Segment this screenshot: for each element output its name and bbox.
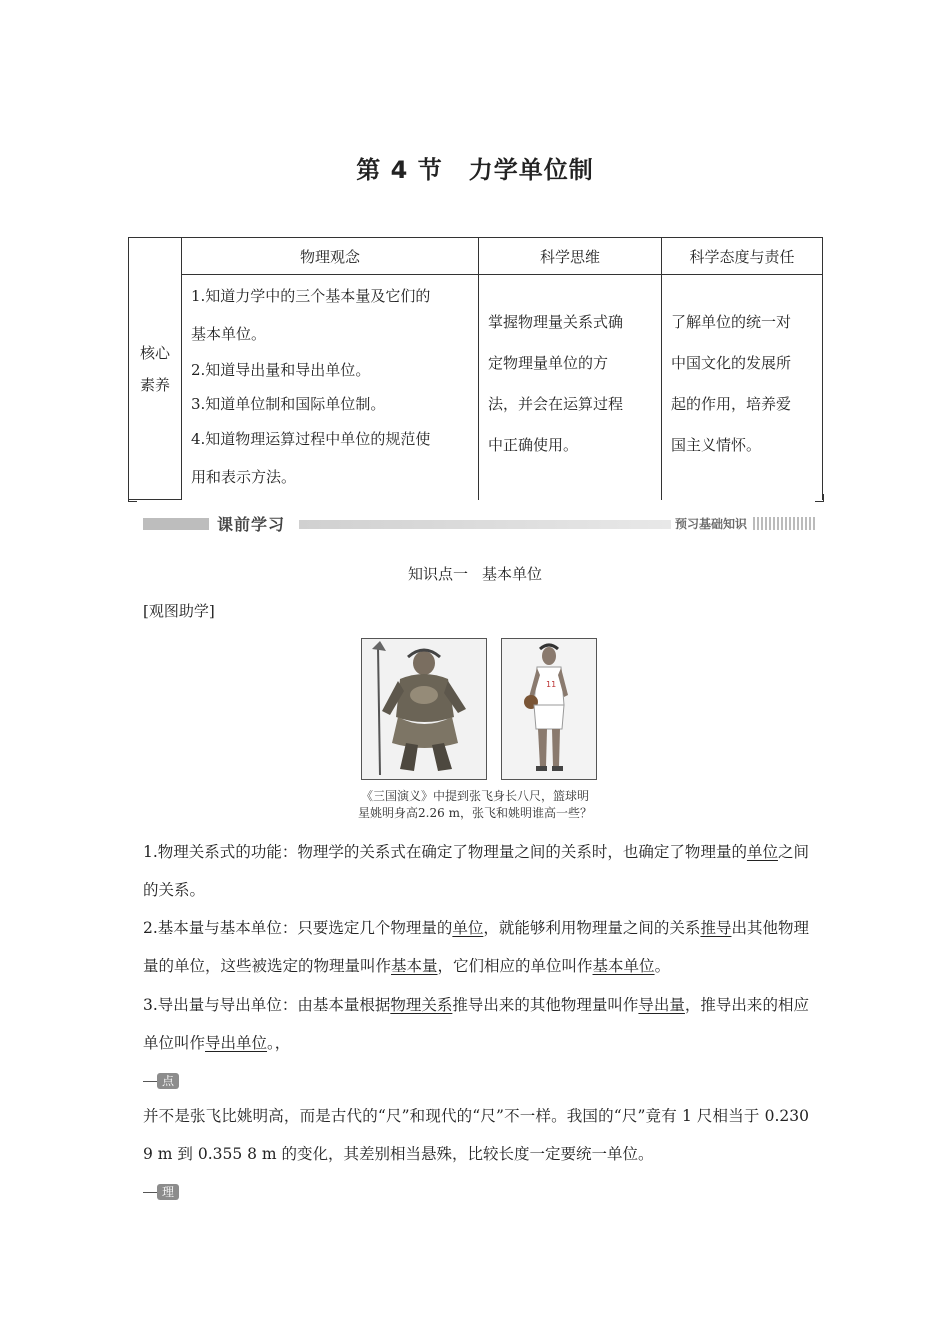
underlined-term: 基本单位 [592,957,655,975]
svg-text:11: 11 [546,680,557,689]
underlined-term: 单位 [746,843,778,861]
concept-item: 4.知道物理运算过程中单位的规范使 [191,430,431,448]
figure-caption: 《三国演义》中提到张飞身长八尺，篮球明 星姚明身高2.26 m，张飞和姚明谁高一些？ [358,789,592,820]
tip-label: 点拨 [157,1073,179,1089]
underlined-term: 导出单位 [205,1034,268,1052]
figure-guide-label: [观图助学] [143,602,215,620]
section-number: 第 4 节 [356,156,443,184]
yao-ming-photo-image [501,638,597,780]
understand-label: 理解 [157,1184,179,1200]
concept-item: 1.知道力学中的三个基本量及它们的 [191,287,431,305]
table-corner-right [815,494,824,502]
header-scientific-attitude: 科学态度与责任 [662,238,823,275]
zhang-fei-figure-image [361,638,487,780]
underlined-term: 基本量 [391,957,438,975]
concept-item: 3.知道单位制和国际单位制。 [191,395,386,413]
point-2-paragraph: 2.基本量与基本单位：只要选定几个物理量的单位，就能够利用物理量之间的关系推导出其他物理量的单位，这些被选定的物理量叫作基本量，它们相应的单位叫作基本单位。 [143,919,809,975]
concept-item: 用和表示方法。 [191,467,297,486]
scientific-attitude-cell: 了解单位的统一对 中国文化的发展所 起的作用，培养爱 国主义情怀。 [662,275,823,500]
knowledge-point-title: 知识点一 基本单位 [407,565,543,583]
underlined-term: 导出量 [638,996,685,1014]
underlined-term: 单位 [452,919,484,937]
table-corner-left [128,494,137,502]
concept-item: 基本单位。 [191,324,267,343]
physics-concept-cell [182,275,479,500]
banner-label: 课前学习 [217,515,286,534]
core-literacy-label: 核心 素养 [129,238,182,500]
point-3-paragraph: 3.导出量与导出单位：由基本量根据物理关系推导出来的其他物理量叫作导出量，推导出来的相应单位叫作导出单位。， [143,996,809,1052]
header-physics-concept: 物理观念 [182,238,479,275]
core-literacy-table [128,237,823,500]
scientific-thinking-cell: 掌握物理量关系式确 定物理量单位的方 法，并会在运算过程 中正确使用。 [479,275,662,500]
underlined-term: 推导 [700,919,732,937]
point-1-paragraph: 1.物理关系式的功能：物理学的关系式在确定了物理量之间的关系时，也确定了物理量的单位之间的关系。 [143,843,809,899]
underlined-term: 物理关系 [390,996,453,1014]
tip-paragraph: 并不是张飞比姚明高，而是古代的“尺”和现代的“尺”不一样。我国的“尺”竟有 1 尺相当于 0.230 9 m 到 0.355 8 m 的变化，其差别相当悬殊，比较长度一定要统一单位。 [143,1107,809,1163]
section-banner [143,513,815,533]
section-name: 力学单位制 [468,156,594,184]
header-scientific-thinking: 科学思维 [479,238,662,275]
page-title [0,150,950,185]
concept-item: 2.知道导出量和导出单位。 [191,361,371,379]
banner-right-label: 预习基础知识 [675,517,748,531]
